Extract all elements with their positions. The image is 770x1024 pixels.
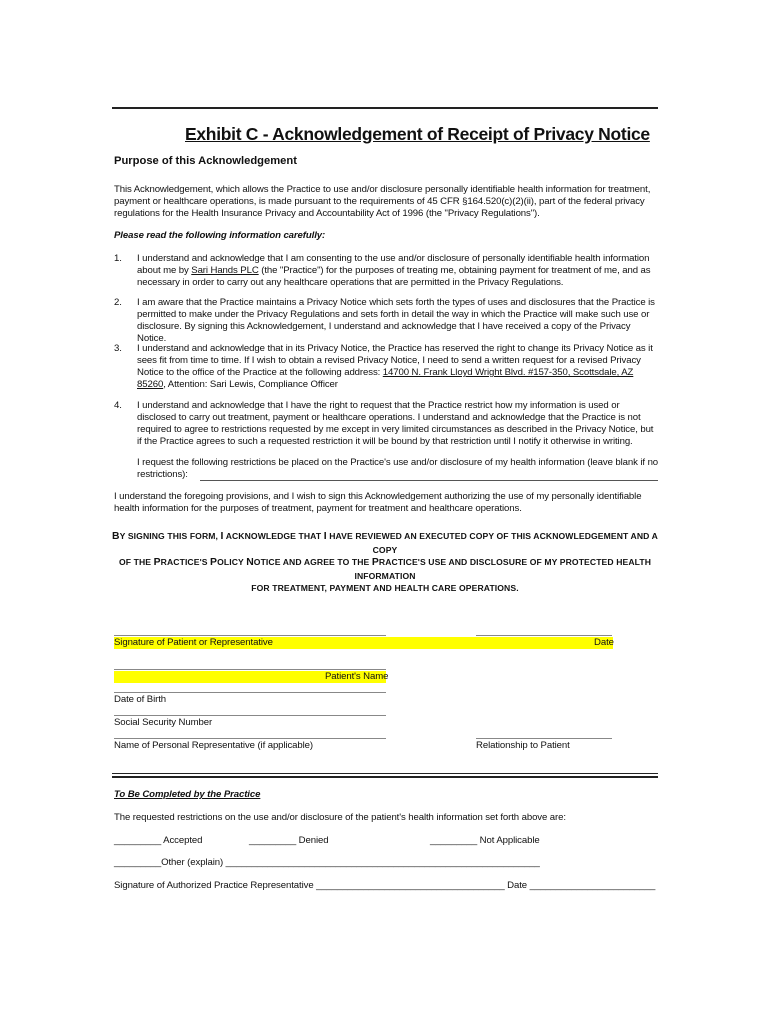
date-line[interactable] — [476, 635, 612, 636]
item-1-post: (the "Practice") for the purposes of treating me, obtaining payment for treatment of me, and as necessary in order to carry out any healthcare operations that are permitted in the Privacy Regulations. — [137, 265, 651, 288]
item-1-number: 1. — [114, 253, 122, 264]
purpose-heading: Purpose of this Acknowledgement — [114, 155, 297, 167]
item-1-pre: I understand and acknowledge that I am consenting to the use and/or disclosure of personally identifiable health information about me by — [137, 253, 650, 276]
accepted-option[interactable]: _________ Accepted — [114, 835, 203, 846]
item-3-number: 3. — [114, 343, 122, 354]
dob-label: Date of Birth — [114, 694, 167, 705]
patient-name-label: Patient's Name — [325, 671, 389, 682]
personal-rep-line[interactable] — [114, 738, 386, 739]
caps-line-4: INFORMATION — [354, 570, 416, 581]
ssn-label: Social Security Number — [114, 717, 213, 728]
caps-line-5: FOR TREATMENT, PAYMENT AND HEALTH CARE OPERATIONS. — [251, 583, 519, 593]
practice-heading: To Be Completed by the Practice — [114, 789, 261, 800]
relationship-line[interactable] — [476, 738, 612, 739]
dob-line[interactable] — [114, 692, 386, 693]
page-title: Exhibit C - Acknowledgement of Receipt of Privacy Notice — [185, 124, 650, 144]
item-3-text — [137, 343, 659, 391]
item-4-text: I understand and acknowledge that I have the right to request that the Practice restrict how my information is used or disclosed to carry out treatment, payment or healthcare operations. I understand and acknowledge that the Practice is not required to agree to restrictions requested by me except in very limited circumstances as described in the Privacy Notice, but if the Practice agrees to such a requested restriction it will be bound by that restriction until I notify it otherwise in writing. — [137, 400, 654, 447]
date-label: Date — [594, 637, 614, 648]
ssn-line[interactable] — [114, 715, 386, 716]
other-option[interactable]: _________Other (explain) ____________________________________________________________ — [114, 857, 540, 868]
relationship-label: Relationship to Patient — [476, 740, 570, 751]
denied-option[interactable]: _________ Denied — [249, 835, 329, 846]
signature-label: Signature of Patient or Representative — [114, 637, 273, 648]
intro-paragraph: This Acknowledgement, which allows the Practice to use and/or disclosure personally identifiable health information for treatment, payment or healthcare operations, is made pursuant to the requirements of 45 CFR §164.520(c)(2)(ii), part of the federal privacy regulations for the Health Insurance Privacy and Accountability Act of 1996 (the "Privacy Regulations"). — [114, 184, 651, 219]
restrictions-input-line[interactable] — [200, 480, 658, 481]
read-carefully-label: Please read the following information carefully: — [114, 230, 326, 241]
item-1-text — [137, 253, 659, 289]
authorized-signature-line[interactable]: Signature of Authorized Practice Representative ____________________________________ Date ________________________ — [114, 880, 656, 891]
top-rule — [112, 107, 658, 109]
section-divider-top — [112, 773, 658, 774]
restrictions-request-line2: restrictions): — [137, 469, 188, 480]
caps-line-1: BY SIGNING THIS FORM, I ACKNOWLEDGE THAT I HAVE REVIEWED AN EXECUTED COPY OF THIS ACKNOWLEDGEMENT AND A — [112, 531, 658, 542]
caps-line-2: COPY — [372, 544, 398, 555]
item-2-text: I am aware that the Practice maintains a Privacy Notice which sets forth the types of uses and disclosures that the Practice is permitted to make under the Privacy Regulations and sets forth in detail the way in which the Practice will make such use or disclosure. By signing this Acknowledgement, I understand and acknowledge that I have received a copy of the Privacy Notice. — [137, 297, 655, 344]
not-applicable-option[interactable]: _________ Not Applicable — [430, 835, 540, 846]
signature-line[interactable] — [114, 635, 386, 636]
practice-name-link: Sari Hands PLC — [191, 265, 259, 276]
practice-restrictions-text: The requested restrictions on the use and/or disclosure of the patient's health information set forth above are: — [114, 812, 566, 823]
understand-paragraph: I understand the foregoing provisions, and I wish to sign this Acknowledgement authorizing the use of my personally identifiable health information for the purposes of treatment, payment for treatment and healthcare operations. — [114, 491, 642, 514]
restrictions-request-line1: I request the following restrictions be placed on the Practice's use and/or disclosure of my health information (leave blank if no — [137, 457, 659, 468]
item-4-number: 4. — [114, 400, 122, 411]
caps-line-3: OF THE PRACTICE'S POLICY NOTICE AND AGREE TO THE PRACTICE'S USE AND DISCLOSURE OF MY PROTECTED HEALTH — [119, 557, 651, 568]
item-2-number: 2. — [114, 297, 122, 308]
personal-rep-label: Name of Personal Representative (if applicable) — [114, 740, 314, 751]
section-divider-bottom — [112, 776, 658, 778]
item-3-pre: I understand and acknowledge that in its Privacy Notice, the Practice has reserved the right to change its Privacy Notice as it sees fit from time to time. If I wish to obtain a revised Privacy Notice, I need to send a written request for a revised Privacy Notice to the office of the Practice at the following address: — [137, 343, 653, 378]
item-3-post: , Attention: Sari Lewis, Compliance Officer — [163, 379, 338, 390]
acknowledgement-statement — [112, 530, 658, 595]
patient-name-line[interactable] — [114, 669, 386, 670]
practice-address-link: 14700 N. Frank Lloyd Wright Blvd. #157-350, Scottsdale, AZ 85260 — [137, 367, 634, 390]
